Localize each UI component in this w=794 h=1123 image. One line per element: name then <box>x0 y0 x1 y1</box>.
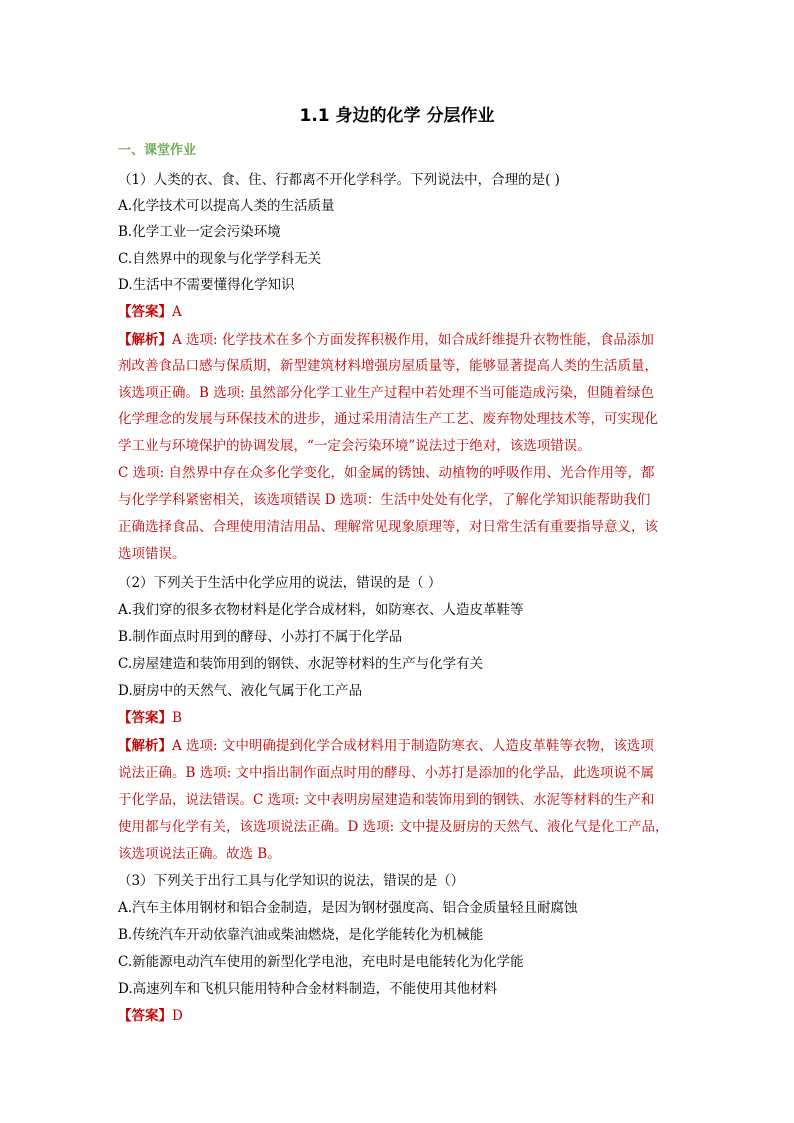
answer-label: 【答案】 <box>118 304 172 320</box>
answer-value: B <box>172 710 182 726</box>
question-1-option-c: C.自然界中的现象与化学学科无关 <box>118 251 322 267</box>
question-1-stem: （1）人类的衣、食、住、行都离不开化学科学。下列说法中，合理的是( ) <box>118 172 560 188</box>
question-2-explain-line: 该选项说法正确。故选 B。 <box>118 846 281 862</box>
question-1-explain-line: 学工业与环境保护的协调发展，“一定会污染环境”说法过于绝对，该选项错误。 <box>118 438 591 454</box>
question-3-option-d: D.高速列车和飞机只能用特种合金材料制造，不能使用其他材料 <box>118 981 498 997</box>
question-2-explain-line: 使用都与化学有关，该选项说法正确。D 选项: 文中提及厨房的天然气、液化气是化工产品， <box>118 819 669 835</box>
question-2-option-d: D.厨房中的天然气、液化气属于化工产品 <box>118 683 363 699</box>
question-1-explain-line: 化学理念的发展与环保技术的进步，通过采用清洁生产工艺、废弃物处理技术等，可实现化 <box>118 411 658 427</box>
explain-text: A 选项: 化学技术在多个方面发挥积极作用，如合成纤维提升衣物性能，食品添加 <box>172 332 654 348</box>
question-3-option-a: A.汽车主体用钢材和铝合金制造，是因为钢材强度高、铝合金质量轻且耐腐蚀 <box>118 900 578 916</box>
section-heading: 一、课堂作业 <box>118 143 197 158</box>
page-title: 1.1 身边的化学 分层作业 <box>299 106 495 126</box>
answer-label: 【答案】 <box>118 710 172 726</box>
question-3-answer <box>118 1006 684 1026</box>
explain-label: 【解析】 <box>118 738 172 754</box>
question-1-option-a: A.化学技术可以提高人类的生活质量 <box>118 198 335 214</box>
question-3-option-c: C.新能源电动汽车使用的新型化学电池，充电时是电能转化为化学能 <box>118 954 524 970</box>
question-2-explain-line: 于化学品，说法错误。C 选项: 文中表明房屋建造和装饰用到的钢铁、水泥等材料的生产和 <box>118 792 655 808</box>
answer-value: D <box>172 1008 183 1024</box>
question-1-option-b: B.化学工业一定会污染环境 <box>118 224 281 240</box>
question-1-explain-line: C 选项: 自然界中存在众多化学变化，如金属的锈蚀、动植物的呼吸作用、光合作用等，都 <box>118 465 655 481</box>
explain-text: A 选项: 文中明确提到化学合成材料用于制造防寒衣、人造皮革鞋等衣物，该选项 <box>172 738 654 754</box>
question-2-stem: （2）下列关于生活中化学应用的说法，错误的是（ ） <box>118 575 442 591</box>
question-2-option-c: C.房屋建造和装饰用到的钢铁、水泥等材料的生产与化学有关 <box>118 656 484 672</box>
question-1-option-d: D.生活中不需要懂得化学知识 <box>118 277 295 293</box>
question-1-answer <box>118 302 684 322</box>
question-1-explain-line: 该选项正确。B 选项: 虽然部分化学工业生产过程中若处理不当可能造成污染，但随着绿色 <box>118 385 655 401</box>
question-2-answer <box>118 708 684 728</box>
question-2-option-a: A.我们穿的很多衣物材料是化学合成材料，如防寒衣、人造皮革鞋等 <box>118 602 524 618</box>
question-3-option-b: B.传统汽车开动依靠汽油或柴油燃烧，是化学能转化为机械能 <box>118 927 484 943</box>
question-2-explain-line: 说法正确。B 选项: 文中指出制作面点时用的酵母、小苏打是添加的化学品，此选项说不属 <box>118 765 655 781</box>
answer-label: 【答案】 <box>118 1008 172 1024</box>
question-1-explain-line <box>118 330 684 350</box>
answer-value: A <box>172 304 182 320</box>
question-1-explain-line: 选项错误。 <box>118 546 186 562</box>
question-3-stem: （3）下列关于出行工具与化学知识的说法，错误的是（） <box>118 873 465 889</box>
question-1-explain-line: 正确选择食品、合理使用清洁用品、理解常见现象原理等，对日常生活有重要指导意义，该 <box>118 519 658 535</box>
question-2-explain-line <box>118 736 684 756</box>
explain-label: 【解析】 <box>118 332 172 348</box>
question-1-explain-line: 剂改善食品口感与保质期，新型建筑材料增强房屋质量等，能够显著提高人类的生活质量， <box>118 358 658 374</box>
question-2-option-b: B.制作面点时用到的酵母、小苏打不属于化学品 <box>118 629 403 645</box>
question-1-explain-line: 与化学学科紧密相关，该选项错误 D 选项：生活中处处有化学，了解化学知识能帮助我们 <box>118 492 651 508</box>
